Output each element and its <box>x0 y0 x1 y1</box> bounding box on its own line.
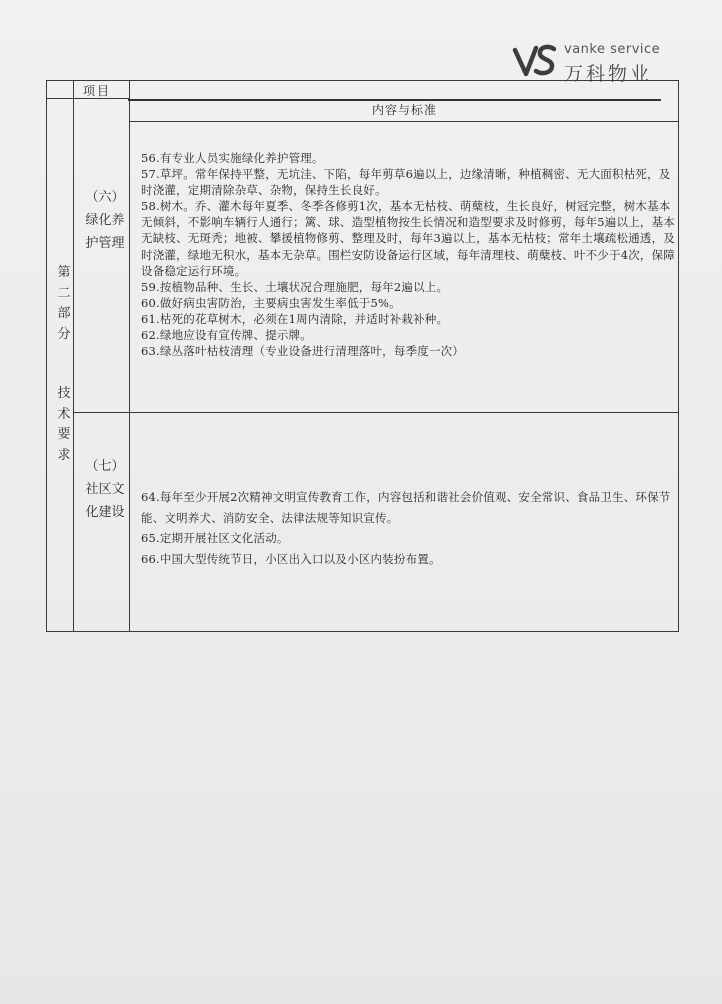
vanke-logo-mark-icon <box>512 40 558 80</box>
column-divider-part <box>73 81 74 631</box>
technical-requirements-label: 技术要求 <box>57 386 71 463</box>
list-item: 59.按植物品种、生长、土壤状况合理施肥，每年2遍以上。 <box>141 279 449 294</box>
logo-english-text: vanke service <box>564 42 661 57</box>
list-item: 65.定期开展社区文化活动。 <box>141 531 289 545</box>
list-item: 58.树木。乔、灌木每年夏季、冬季各修剪1次，基本无枯枝、萌蘖枝，生长良好，树冠完整，树木基本无倾斜，不影响车辆行人通行；篱、球、造型植物按生长情况和造型要求及时修剪，每年5遍以上，基本无缺枝、无斑秃；地被、攀援植物修剪、整理及时，每年3遍以上，基本无枯枝；常年土壤疏松通透，及时浇灌，绿地无积水，基本无杂草。围栏安防设备运行区域，每年清理枝、萌蘖枝、叶不少于4次，保障设备稳定运行环境。 <box>141 199 676 278</box>
list-item: 64.每年至少开展2次精神文明宣传教育工作，内容包括和谐社会价值观、安全常识、食品卫生、环保节能、文明养犬、消防安全、法律法规等知识宣传。 <box>141 490 671 525</box>
list-item: 60.做好病虫害防治，主要病虫害发生率低于5%。 <box>141 295 401 310</box>
header-item: 项目 <box>83 84 112 98</box>
list-item: 66.中国大型传统节日，小区出入口以及小区内装扮布置。 <box>141 551 441 566</box>
section-community-culture-title: （七）社区文化建设 <box>85 459 125 520</box>
list-item: 63.绿丛落叶枯枝清理（专业设备进行清理落叶，每季度一次） <box>141 344 465 359</box>
header-content-standard: 内容与标准 <box>372 103 438 117</box>
column-divider-section <box>129 81 130 631</box>
section-community-culture-content <box>141 487 676 569</box>
list-item: 62.绿地应设有宣传牌、提示牌。 <box>141 328 312 343</box>
part-two-label: 第二部分 <box>57 265 71 342</box>
section-greening-title: （六）绿化养护管理 <box>85 190 125 251</box>
header-row-divider-right <box>129 121 678 122</box>
list-item: 57.草坪。常年保持平整，无坑洼、下陷，每年剪草6遍以上，边缘清晰，种植稠密、无大面积枯死，及时浇灌，定期清除杂草、杂物，保持生长良好。 <box>141 167 671 198</box>
list-item: 56.有专业人员实施绿化养护管理。 <box>141 151 324 165</box>
logo-chinese-text: 万科物业 <box>564 63 653 85</box>
technical-requirements-table <box>46 80 679 632</box>
vanke-service-logo <box>512 38 662 86</box>
list-item: 61.枯死的花草树木，必须在1周内清除，并适时补栽补种。 <box>141 311 449 326</box>
section-greening-content <box>141 150 676 359</box>
section-divider <box>73 412 678 413</box>
